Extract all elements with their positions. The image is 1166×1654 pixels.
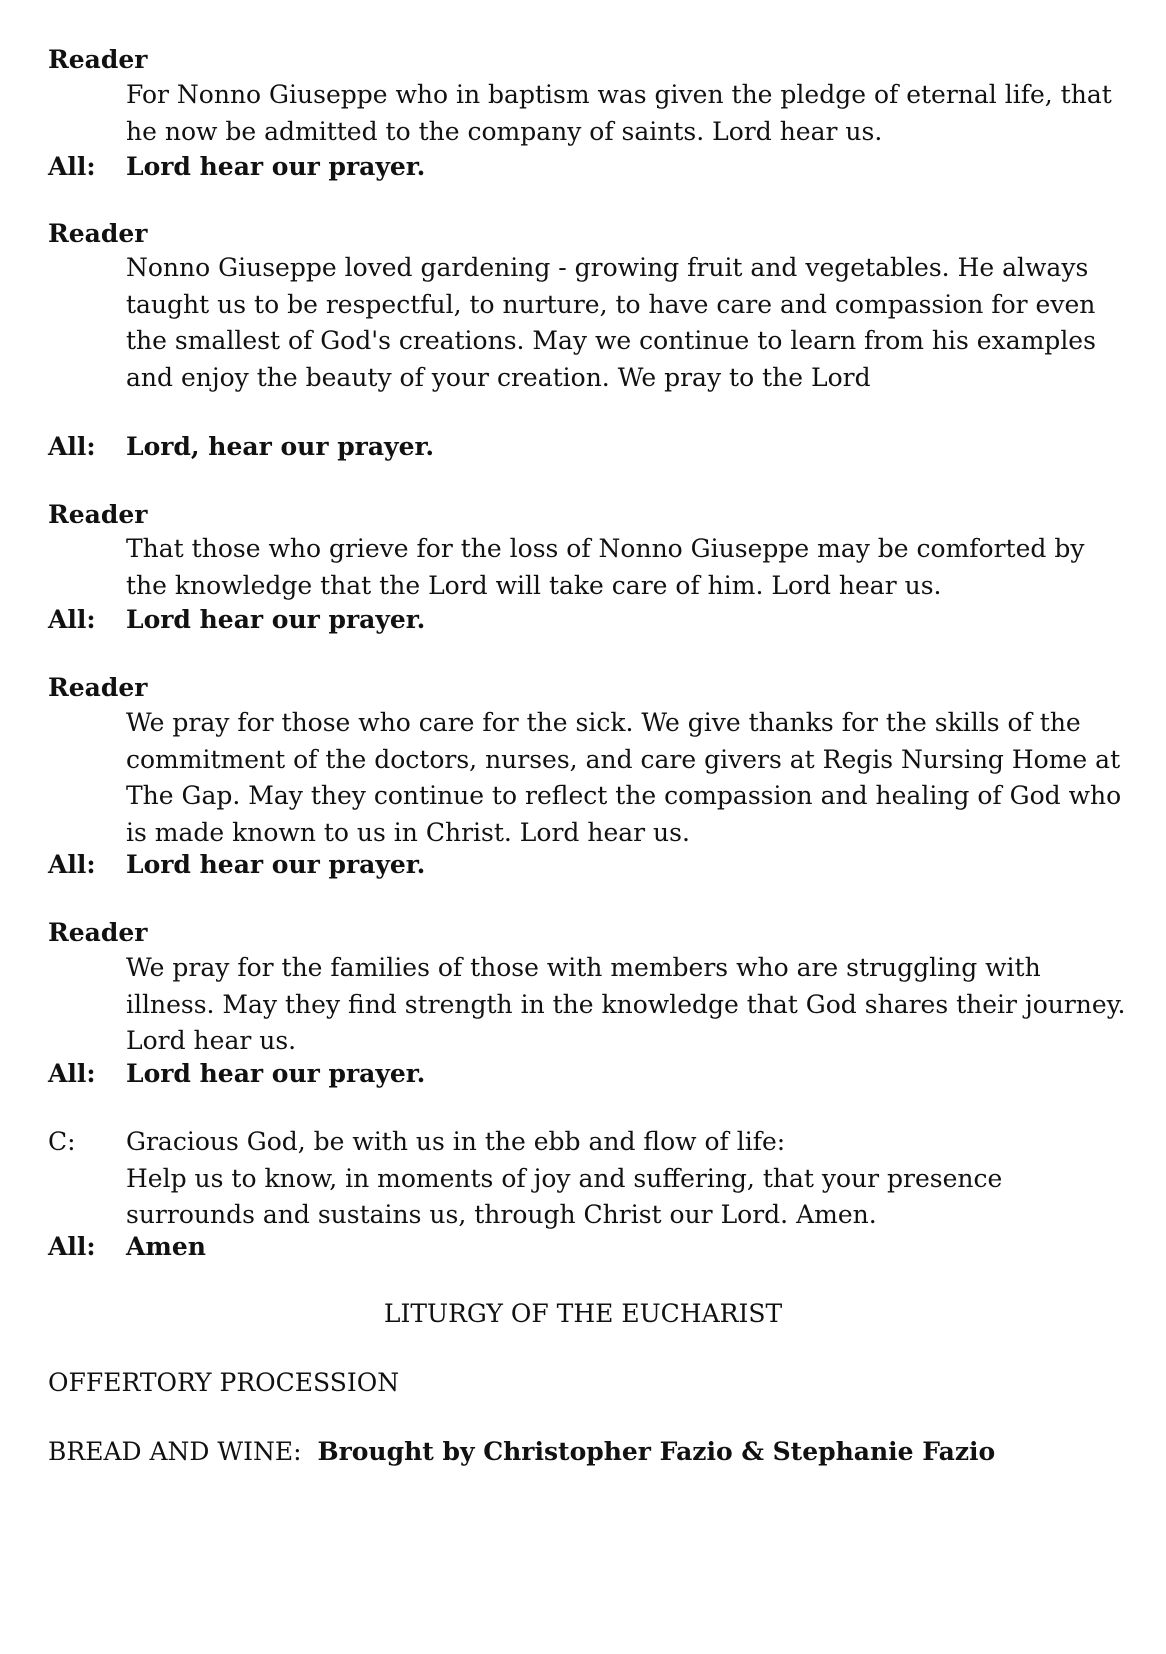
- prayer-text: That those who grieve for the loss of Nonno Giuseppe may be comforted by the knowledge that the Lord will take care of him. Lord hear us.: [126, 534, 1085, 600]
- response-line: [48, 1232, 206, 1262]
- reader-label: Reader: [48, 45, 148, 74]
- response-label: All:: [48, 432, 96, 461]
- bread-wine-text: Brought by Christopher Fazio & Stephanie Fazio: [317, 1437, 996, 1466]
- bread-wine-line: [48, 1437, 995, 1467]
- response-text: Lord, hear our prayer.: [126, 432, 435, 461]
- response-label: All:: [48, 152, 96, 181]
- response-text: Lord hear our prayer.: [126, 850, 426, 879]
- reader-label: Reader: [48, 918, 148, 947]
- reader-label: Reader: [48, 673, 148, 702]
- prayer-text: For Nonno Giuseppe who in baptism was given the pledge of eternal life, that he now be admitted to the company of saints. Lord hear us.: [126, 80, 1112, 146]
- response-text: Lord hear our prayer.: [126, 152, 426, 181]
- response-label: All:: [48, 1059, 96, 1088]
- prayer-text: We pray for those who care for the sick. We give thanks for the skills of the commitment of the doctors, nurses, and care givers at Regis Nursing Home at The Gap. May they continue to reflect the compassion and healing of God who is made known to us in Christ. Lord hear us.: [126, 708, 1122, 847]
- response-line: [48, 432, 434, 462]
- reader-label: Reader: [48, 500, 148, 529]
- closing-prayer: [126, 1124, 1126, 1234]
- response-text: Lord hear our prayer.: [126, 605, 426, 634]
- response-line: [48, 1059, 425, 1089]
- prayer-text: Nonno Giuseppe loved gardening - growing fruit and vegetables. He always taught us to be respectful, to nurture, to have care and compassion for even the smallest of God's creations. May we continue to learn from his examples and enjoy the beauty of your creation. We pray to the Lord: [126, 253, 1096, 392]
- response-line: [48, 605, 425, 635]
- section-heading: LITURGY OF THE EUCHARIST: [383, 1299, 783, 1328]
- response-text: Lord hear our prayer.: [126, 1059, 426, 1088]
- response-line: [48, 850, 425, 880]
- response-label: All:: [48, 850, 96, 879]
- response-label: All:: [48, 1232, 96, 1261]
- bread-wine-label: BREAD AND WINE:: [48, 1437, 302, 1466]
- closing-line-2: Help us to know, in moments of joy and suffering, that your presence surrounds and sustains us, through Christ our Lord. Amen.: [126, 1163, 1003, 1229]
- response-label: All:: [48, 605, 96, 634]
- offertory-heading: OFFERTORY PROCESSION: [48, 1368, 400, 1397]
- prayer-text: We pray for the families of those with members who are struggling with illness. May they find strength in the knowledge that God shares their journey. Lord hear us.: [126, 953, 1126, 1055]
- closing-line-1: Gracious God, be with us in the ebb and flow of life:: [126, 1127, 786, 1156]
- celebrant-label: C:: [48, 1127, 76, 1156]
- response-text: Amen: [126, 1232, 206, 1261]
- reader-label: Reader: [48, 219, 148, 248]
- response-line: [48, 152, 425, 182]
